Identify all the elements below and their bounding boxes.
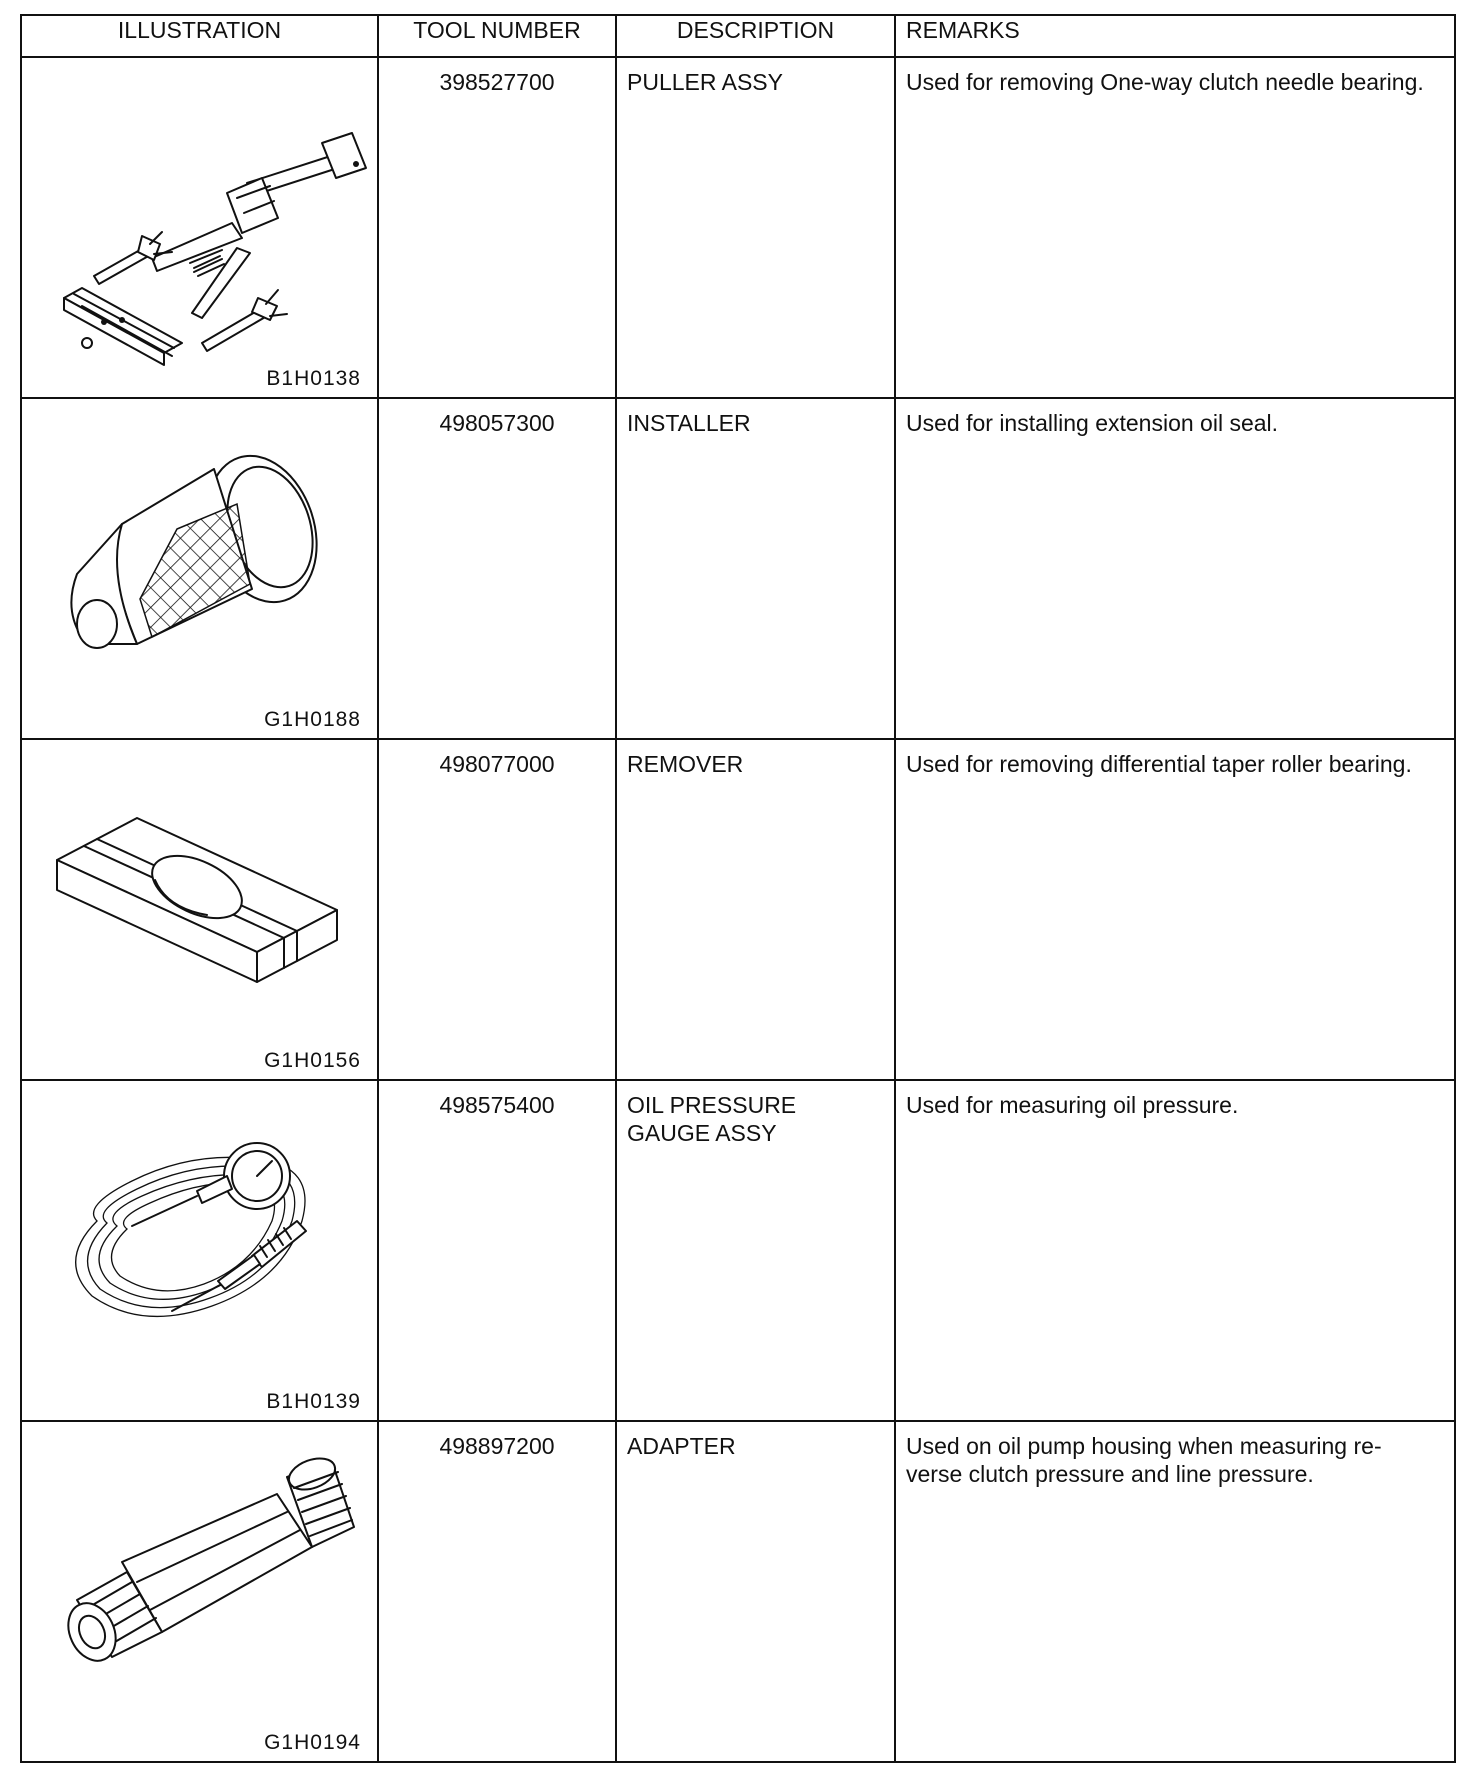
adapter-icon bbox=[22, 1422, 377, 1752]
illustration-code: B1H0138 bbox=[266, 367, 361, 390]
illustration-cell bbox=[21, 57, 378, 398]
puller-assy-icon bbox=[22, 58, 377, 388]
header-description: DESCRIPTION bbox=[616, 15, 895, 57]
illustration-code: B1H0139 bbox=[266, 1390, 361, 1413]
header-illustration: ILLUSTRATION bbox=[21, 15, 378, 57]
illustration-cell bbox=[21, 739, 378, 1080]
table-row bbox=[21, 57, 1455, 398]
tool-number: 498575400 bbox=[378, 1080, 616, 1421]
remarks: Used for measuring oil pressure. bbox=[895, 1080, 1455, 1421]
illustration-code: G1H0156 bbox=[264, 1049, 361, 1072]
description: INSTALLER bbox=[616, 398, 895, 739]
illustration-code: G1H0188 bbox=[264, 708, 361, 731]
description: REMOVER bbox=[616, 739, 895, 1080]
header-row bbox=[21, 15, 1455, 57]
special-tools-table bbox=[20, 14, 1456, 1763]
description: ADAPTER bbox=[616, 1421, 895, 1762]
oil-pressure-gauge-icon bbox=[22, 1081, 377, 1411]
illustration-code: G1H0194 bbox=[264, 1731, 361, 1754]
header-remarks: REMARKS bbox=[895, 15, 1455, 57]
illustration-cell bbox=[21, 1080, 378, 1421]
table-row bbox=[21, 398, 1455, 739]
tool-number: 498897200 bbox=[378, 1421, 616, 1762]
description: OIL PRESSURE GAUGE ASSY bbox=[616, 1080, 895, 1421]
header-tool-number: TOOL NUMBER bbox=[378, 15, 616, 57]
installer-icon bbox=[22, 399, 377, 729]
remarks: Used for removing differential taper roller bearing. bbox=[895, 739, 1455, 1080]
remarks: Used on oil pump housing when measuring re-verse clutch pressure and line pressure. bbox=[895, 1421, 1455, 1762]
table-row bbox=[21, 1421, 1455, 1762]
remarks: Used for installing extension oil seal. bbox=[895, 398, 1455, 739]
illustration-cell bbox=[21, 398, 378, 739]
tool-number: 398527700 bbox=[378, 57, 616, 398]
illustration-cell bbox=[21, 1421, 378, 1762]
table-row bbox=[21, 739, 1455, 1080]
tool-number: 498077000 bbox=[378, 739, 616, 1080]
remover-icon bbox=[22, 740, 377, 1070]
tool-number: 498057300 bbox=[378, 398, 616, 739]
description: PULLER ASSY bbox=[616, 57, 895, 398]
remarks: Used for removing One-way clutch needle bearing. bbox=[895, 57, 1455, 398]
table-row bbox=[21, 1080, 1455, 1421]
